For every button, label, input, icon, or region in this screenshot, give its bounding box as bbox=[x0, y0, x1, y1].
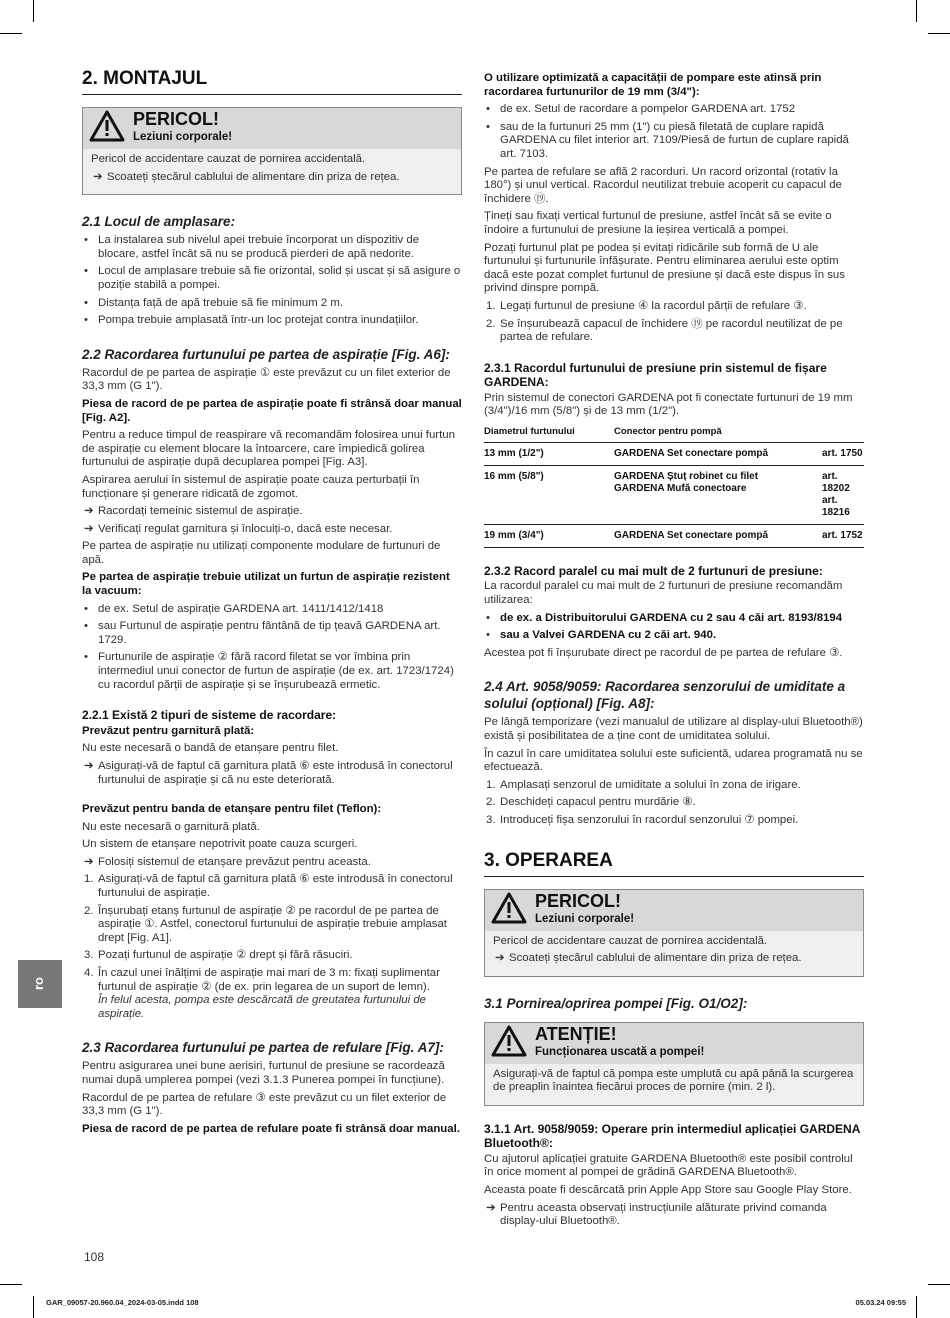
paragraph: Cu ajutorul aplicației gratuite GARDENA Bluetooth® este posibil controlul în orice moment al pompei de grădină GARDENA Bluetooth®. bbox=[484, 1152, 853, 1179]
list-number: 1. bbox=[486, 778, 496, 791]
list-item-text: sau a Valvei GARDENA cu 2 căi art. 940. bbox=[500, 629, 717, 642]
paragraph: Prin sistemul de conectori GARDENA pot fi conectate furtunuri de 19 mm (3/4")/16 mm (5/8") și de 13 mm (1/2"). bbox=[484, 391, 853, 418]
arrow-icon: ➔ bbox=[486, 1201, 496, 1214]
bullet-icon: • bbox=[486, 120, 490, 133]
list-number: 3. bbox=[84, 949, 94, 962]
list-item-text: Furtunurile de aspirație ② fără racord filetat se vor îmbina prin intermediul unui conector de furtun de aspirație (de ex. art. 1723/1724) cu racordul părții de aspirație și se înșurubează ermetic. bbox=[98, 651, 454, 691]
list-item bbox=[484, 814, 864, 828]
bullet-icon: • bbox=[84, 620, 88, 633]
bullet-icon: • bbox=[84, 265, 88, 278]
list-item bbox=[82, 523, 462, 537]
list-item-text: Racordați temeinic sistemul de aspirație. bbox=[98, 505, 303, 518]
list-item bbox=[82, 314, 462, 328]
table-cell-text: art. 18202 bbox=[822, 470, 850, 494]
bullet-icon: • bbox=[84, 234, 88, 247]
danger-title: PERICOL! bbox=[133, 109, 220, 129]
page-number: 108 bbox=[84, 1250, 105, 1264]
table-cell: 13 mm (1/2") bbox=[484, 442, 614, 465]
connector-table bbox=[484, 423, 864, 548]
list-item bbox=[484, 779, 864, 793]
danger-subtitle: Leziuni corporale! bbox=[535, 912, 635, 925]
list-number: 2. bbox=[486, 796, 496, 809]
list-item bbox=[82, 760, 462, 787]
list-item bbox=[484, 612, 864, 626]
arrow-icon: ➔ bbox=[84, 855, 94, 868]
table-cell: art. 1752 bbox=[822, 524, 864, 547]
table-cell: GARDENA Set conectare pompă bbox=[614, 524, 822, 547]
paragraph: Pe lângă temporizare (vezi manualul de utilizare al display-ului Bluetooth®) există și posibilitatea de a ține cont de umiditatea solului. bbox=[484, 716, 863, 742]
list-item bbox=[484, 1202, 864, 1229]
table-row bbox=[484, 442, 864, 465]
bullet-icon: • bbox=[84, 314, 88, 327]
table-cell: GARDENA Set conectare pompă bbox=[614, 442, 822, 465]
numbered-list bbox=[484, 779, 864, 828]
table-row bbox=[484, 524, 864, 547]
bullet-icon: • bbox=[486, 629, 490, 642]
crop-mark bbox=[33, 1296, 34, 1318]
list-item bbox=[484, 629, 864, 643]
bullet-list bbox=[82, 603, 462, 693]
list-item bbox=[82, 967, 462, 1021]
language-tab-label: ro bbox=[31, 977, 46, 990]
list-item-text: Introduceți fișa senzorului în racordul senzorului ⑦ pompei. bbox=[500, 813, 799, 826]
paragraph: Racordul de pe partea de aspirație ① este prevăzut cu un filet exterior de 33,3 mm (G 1"). bbox=[82, 366, 451, 393]
crop-mark bbox=[916, 0, 917, 22]
table-cell-text: 16 mm (5/8") bbox=[484, 470, 544, 482]
bullet-icon: • bbox=[84, 651, 88, 664]
list-item-text: sau Furtunul de aspirație pentru fântână de tip țeavă GARDENA art. 1729. bbox=[98, 620, 441, 646]
table-header: Diametrul furtunului bbox=[484, 423, 614, 443]
paragraph: Racordul de pe partea de refulare ③ este prevăzut cu un filet exterior de 33,3 mm (G 1"). bbox=[82, 1091, 447, 1118]
table-cell: art. 1750 bbox=[822, 442, 864, 465]
subsection-heading: 2.4 Art. 9058/9059: Racordarea senzorului de umiditate a solului (opțional) [Fig. A8]: bbox=[484, 679, 846, 712]
list-item-text: Pozați furtunul de aspirație ② drept și fără răsuciri. bbox=[98, 949, 353, 962]
paragraph: Nu este necesară o bandă de etanșare pentru filet. bbox=[82, 742, 339, 755]
left-column bbox=[82, 68, 462, 1140]
caution-header bbox=[485, 1023, 863, 1064]
list-item-text: de ex. a Distribuitorului GARDENA cu 2 sau 4 căi art. 8193/8194 bbox=[500, 611, 843, 624]
bullet-icon: • bbox=[84, 296, 88, 309]
list-item-text: Pentru aceasta observați instrucțiunile alăturate privind comanda display-ului Bluetooth®. bbox=[500, 1201, 827, 1228]
list-item bbox=[82, 905, 462, 946]
arrow-icon: ➔ bbox=[84, 759, 94, 772]
list-item bbox=[82, 856, 462, 870]
list-number: 2. bbox=[84, 904, 94, 917]
bullet-icon: • bbox=[84, 602, 88, 615]
italic-note: În felul acesta, pompa este descărcată de greutatea furtunului de aspirație. bbox=[98, 994, 427, 1020]
bullet-list bbox=[82, 234, 462, 328]
numbered-list bbox=[82, 873, 462, 1021]
paragraph: Pe partea de refulare se află 2 racorduri. Un racord orizontal (rotativ la 180°) și unul vertical. Racordul neutilizat trebuie acoperit cu capacul de închidere ⑲. bbox=[484, 165, 842, 205]
bullet-list bbox=[484, 103, 864, 161]
paragraph: Pe partea de aspirație nu utilizați componente modulare de furtunuri de apă. bbox=[82, 540, 441, 566]
caution-subtitle: Funcționarea uscată a pompei! bbox=[535, 1045, 705, 1058]
table-cell-text: GARDENA Mufă conectoare bbox=[614, 482, 747, 494]
list-item-text: Distanța față de apă trebuie să fie minimum 2 m. bbox=[98, 296, 344, 309]
bold-paragraph: Pe partea de aspirație trebuie utilizat un furtun de aspirație rezistent la vacuum: bbox=[82, 571, 450, 598]
subsection-heading: 2.2.1 Există 2 tipuri de sisteme de racordare: bbox=[82, 708, 337, 723]
list-item-text: La instalarea sub nivelul apei trebuie încorporat un dispozitiv de blocare, astfel încât să nu se producă pierderi de apă nedorite. bbox=[98, 234, 420, 260]
caution-title: ATENȚIE! bbox=[535, 1023, 617, 1044]
list-number: 1. bbox=[486, 299, 496, 312]
subsection-heading: 2.2 Racordarea furtunului pe partea de aspirație [Fig. A6]: bbox=[82, 346, 450, 362]
danger-action-text: Scoateți ștecărul cablului de alimentare din priza de rețea. bbox=[509, 952, 802, 965]
crop-mark bbox=[0, 33, 22, 34]
bullet-list bbox=[484, 612, 864, 643]
danger-box bbox=[484, 889, 864, 977]
list-item-text: de ex. Setul de aspirație GARDENA art. 1411/1412/1418 bbox=[98, 602, 384, 615]
bold-paragraph: O utilizare optimizată a capacității de pompare este atinsă prin racordarea furtunurilor de 19 mm (3/4"): bbox=[484, 72, 822, 98]
list-item-text: Amplasați senzorul de umiditate a solului în zona de irigare. bbox=[500, 778, 801, 791]
arrow-icon: ➔ bbox=[93, 170, 103, 183]
bullet-icon: • bbox=[486, 611, 490, 624]
danger-action bbox=[493, 952, 855, 966]
crop-mark bbox=[928, 33, 950, 34]
list-item bbox=[82, 603, 462, 617]
list-item-text: sau de la furtunuri 25 mm (1") cu piesă filetată de cuplare rapidă GARDENA cu filet interior art. 7109/Piesă de furtun de cuplare rapidă art. 7103. bbox=[500, 120, 849, 160]
paragraph: Un sistem de etanșare nepotrivit poate cauza scurgeri. bbox=[82, 838, 358, 851]
table-cell bbox=[484, 465, 614, 524]
list-item bbox=[484, 796, 864, 810]
list-number: 1. bbox=[84, 873, 94, 886]
crop-mark bbox=[928, 1284, 950, 1285]
danger-box bbox=[82, 107, 462, 195]
list-item-text: Locul de amplasare trebuie să fie orizontal, solid și uscat și să asigure o poziție stabilă a pompei. bbox=[98, 265, 461, 291]
list-item-text: Asigurați-vă de faptul că garnitura plată ⑥ este introdusă în conectorul furtunului de aspirație și că nu este deteriorată. bbox=[98, 759, 453, 786]
crop-mark bbox=[0, 1284, 22, 1285]
caution-body bbox=[485, 1064, 863, 1105]
list-number: 4. bbox=[84, 967, 94, 980]
arrow-icon: ➔ bbox=[84, 522, 94, 535]
table-header-row bbox=[484, 423, 864, 443]
list-item bbox=[484, 103, 864, 117]
list-item-text: Folosiți sistemul de etanșare prevăzut pentru aceasta. bbox=[98, 855, 371, 868]
list-item-text: Legați furtunul de presiune ④ la racordul părții de refulare ③. bbox=[500, 299, 807, 312]
subsection-heading: 3.1 Pornirea/oprirea pompei [Fig. O1/O2]: bbox=[484, 995, 748, 1011]
subsection-heading: 2.3 Racordarea furtunului pe partea de refulare [Fig. A7]: bbox=[82, 1040, 444, 1056]
numbered-list bbox=[484, 300, 864, 345]
subsection-heading: 3.1.1 Art. 9058/9059: Operare prin intermediul aplicației GARDENA Bluetooth®: bbox=[484, 1121, 860, 1151]
list-item-text: Deschideți capacul pentru murdărie ⑧. bbox=[500, 796, 696, 809]
table-row bbox=[484, 465, 864, 524]
table-cell-text: art. 18216 bbox=[822, 494, 850, 518]
list-item-text: Verificați regulat garnitura și înlocuiți-o, dacă este necesar. bbox=[98, 522, 393, 535]
list-item bbox=[484, 300, 864, 314]
danger-header bbox=[485, 890, 863, 931]
list-item-text: În cazul unei înălțimi de aspirație mai mari de 3 m: fixați suplimentar furtunul de aspirație ② (de ex. prin legarea de un suport de lemn). bbox=[98, 967, 440, 993]
list-item bbox=[82, 234, 462, 261]
warning-triangle-icon bbox=[491, 892, 527, 924]
warning-triangle-icon bbox=[89, 110, 125, 142]
bold-paragraph: Piesa de racord de pe partea de refulare poate fi strânsă doar manual. bbox=[82, 1122, 460, 1135]
danger-subtitle: Leziuni corporale! bbox=[133, 131, 233, 143]
table-cell-text: GARDENA Ștuț robinet cu filet bbox=[614, 470, 759, 482]
list-item-text: Se înșurubează capacul de închidere ⑲ pe racordul neutilizat de pe partea de refulare. bbox=[500, 317, 843, 344]
right-column bbox=[484, 72, 864, 1233]
table-cell: 19 mm (3/4") bbox=[484, 524, 614, 547]
list-item-text: Pompa trebuie amplasată într-un loc protejat contra inundațiilor. bbox=[98, 314, 419, 327]
table-header: Conector pentru pompă bbox=[614, 423, 822, 443]
list-item bbox=[82, 505, 462, 519]
list-number: 3. bbox=[486, 813, 496, 826]
footer-timestamp: 05.03.24 09:55 bbox=[855, 1298, 906, 1307]
bold-paragraph: Prevăzut pentru banda de etanșare pentru filet (Teflon): bbox=[82, 803, 382, 816]
danger-text: Pericol de accidentare cauzat de pornirea accidentală. bbox=[91, 153, 366, 165]
warning-triangle-icon bbox=[491, 1025, 527, 1057]
subsection-heading: 2.3.2 Racord paralel cu mai mult de 2 furtunuri de presiune: bbox=[484, 563, 823, 578]
list-item bbox=[82, 297, 462, 311]
list-number: 2. bbox=[486, 317, 496, 330]
danger-action bbox=[91, 171, 453, 185]
caution-box bbox=[484, 1022, 864, 1106]
list-item-text: Înșurubați etanș furtunul de aspirație ② pe racordul de pe partea de aspirație ①. Astfel, conectorul furtunului de aspirație trebuie amplasat drept [Fig. A1]. bbox=[98, 904, 447, 944]
list-item-text: Asigurați-vă de faptul că garnitura plată ⑥ este introdusă în conectorul furtunului de aspirație. bbox=[98, 873, 453, 900]
arrow-icon: ➔ bbox=[495, 952, 505, 965]
subsection-heading: 2.1 Locul de amplasare: bbox=[82, 214, 236, 230]
section-heading-operare: 3. OPERAREA bbox=[484, 850, 864, 877]
list-item bbox=[82, 265, 462, 292]
danger-body bbox=[485, 931, 863, 976]
action-list bbox=[82, 505, 462, 536]
bold-paragraph: Prevăzut pentru garnitură plată: bbox=[82, 724, 255, 737]
paragraph: Pentru asigurarea unei bune aerisiri, furtunul de presiune se racordează numai după umplerea pompei (vezi 3.1.3 Punerea pompei în funcțiune). bbox=[82, 1060, 445, 1086]
bullet-icon: • bbox=[486, 103, 490, 116]
paragraph: Aceasta poate fi descărcată prin Apple App Store sau Google Play Store. bbox=[484, 1184, 852, 1197]
paragraph: Pozați furtunul plat pe podea și evitați ridicările sub formă de U ale furtunului și furtunurile înfășurate. Pentru eliminarea aerului este optim dacă este pozat complet furtunul de presiune și dacă este dispus în sus privind dinspre pompă. bbox=[484, 241, 845, 295]
caution-text: Asigurați-vă de faptul că pompa este umplută cu apă până la scurgerea de preaplin înaintea fiecărui proces de pornire (min. 2 l). bbox=[493, 1067, 854, 1094]
danger-header bbox=[83, 108, 461, 149]
crop-mark bbox=[916, 1296, 917, 1318]
language-tab bbox=[18, 960, 62, 1008]
bold-paragraph: Piesa de racord de pe partea de aspirație poate fi strânsă doar manual [Fig. A2]. bbox=[82, 397, 462, 424]
list-item bbox=[484, 121, 864, 162]
list-item bbox=[82, 651, 462, 692]
danger-title: PERICOL! bbox=[535, 890, 622, 911]
table-cell bbox=[614, 465, 822, 524]
table-header bbox=[822, 423, 864, 443]
paragraph: În cazul în care umiditatea solului este suficientă, udarea programată nu se efectuează. bbox=[484, 747, 863, 774]
paragraph: Nu este necesară o garnitură plată. bbox=[82, 820, 260, 833]
list-item bbox=[82, 873, 462, 900]
crop-mark bbox=[33, 0, 34, 22]
danger-body bbox=[83, 149, 461, 194]
danger-text: Pericol de accidentare cauzat de pornirea accidentală. bbox=[493, 934, 768, 947]
paragraph: La racordul paralel cu mai mult de 2 furtunuri de presiune recomandăm utilizarea: bbox=[484, 580, 843, 606]
arrow-icon: ➔ bbox=[84, 505, 94, 518]
list-item bbox=[82, 620, 462, 647]
list-item-text: de ex. Setul de racordare a pompelor GARDENA art. 1752 bbox=[500, 103, 796, 116]
section-heading-montaj: 2. MONTAJUL bbox=[82, 68, 462, 95]
footer-filename: GAR_09057-20.960.04_2024-03-05.indd 108 bbox=[46, 1298, 199, 1307]
paragraph: Țineți sau fixați vertical furtunul de presiune, astfel încât să se evite o îndoire a furtunului de presiune la ieșirea verticală a pompei. bbox=[484, 210, 832, 236]
paragraph: Aspirarea aerului în sistemul de aspirație poate cauza perturbații în funcționare și generare ridicată de zgomot. bbox=[82, 473, 420, 500]
table-cell bbox=[822, 465, 864, 524]
list-item bbox=[82, 949, 462, 963]
danger-action-text: Scoateți ștecărul cablului de alimentare din priza de rețea. bbox=[107, 170, 400, 183]
list-item bbox=[484, 318, 864, 345]
paragraph: Acestea pot fi înșurubate direct pe racordul de pe partea de refulare ③. bbox=[484, 646, 843, 659]
paragraph: Pentru a reduce timpul de reaspirare vă recomandăm folosirea unui furtun de aspirație cu element blocare la întoarcere, care împiedică golirea furtunului de aspirație după decuplarea pompei [Fig. A3]. bbox=[82, 429, 455, 469]
subsection-heading: 2.3.1 Racordul furtunului de presiune prin sistemul de fișare GARDENA: bbox=[484, 360, 827, 390]
